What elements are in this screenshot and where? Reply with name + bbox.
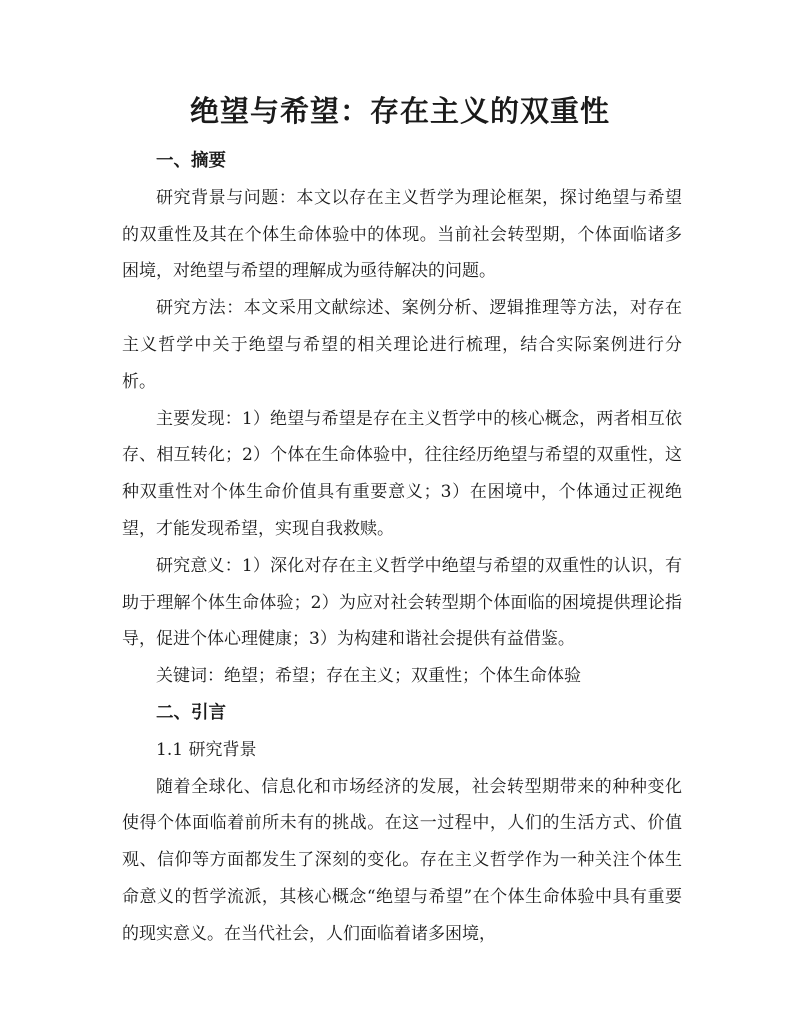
introduction-paragraph: 随着全球化、信息化和市场经济的发展，社会转型期带来的种种变化使得个体面临着前所未有的挑战。在这一过程中，人们的生活方式、价值观、信仰等方面都发生了深刻的变化。存在主义哲学作为一种关注个体生命意义的哲学流派，其核心概念“绝望与希望”在个体生命体验中具有重要的现实意义。在当代社会，人们面临着诸多困境，: [122, 776, 682, 944]
document-body: [122, 143, 682, 953]
abstract-heading: 一、摘要: [156, 151, 226, 171]
abstract-findings-paragraph: 主要发现：1）绝望与希望是存在主义哲学中的核心概念，两者相互依存、相互转化；2）个体在生命体验中，往往经历绝望与希望的双重性，这种双重性对个体生命价值具有重要意义；3）在困境中，个体通过正视绝望，才能发现希望，实现自我救赎。: [122, 408, 682, 539]
introduction-heading: 二、引言: [156, 702, 226, 723]
research-background-subheading: 1.1 研究背景: [156, 739, 257, 760]
keywords-line: 关键词：绝望；希望；存在主义；双重性；个体生命体验: [156, 666, 581, 687]
abstract-methods-paragraph: 研究方法：本文采用文献综述、案例分析、逻辑推理等方法，对存在主义哲学中关于绝望与希望的相关理论进行梳理，结合实际案例进行分析。: [122, 298, 682, 392]
document-title: 绝望与希望：存在主义的双重性: [189, 94, 610, 128]
abstract-background-paragraph: 研究背景与问题：本文以存在主义哲学为理论框架，探讨绝望与希望的双重性及其在个体生命体验中的体现。当前社会转型期，个体面临诸多困境，对绝望与希望的理解成为亟待解决的问题。: [122, 187, 682, 282]
abstract-significance-paragraph: 研究意义：1）深化对存在主义哲学中绝望与希望的双重性的认识，有助于理解个体生命体验；2）为应对社会转型期个体面临的困境提供理论指导，促进个体心理健康；3）为构建和谐社会提供有益借鉴。: [122, 555, 682, 650]
